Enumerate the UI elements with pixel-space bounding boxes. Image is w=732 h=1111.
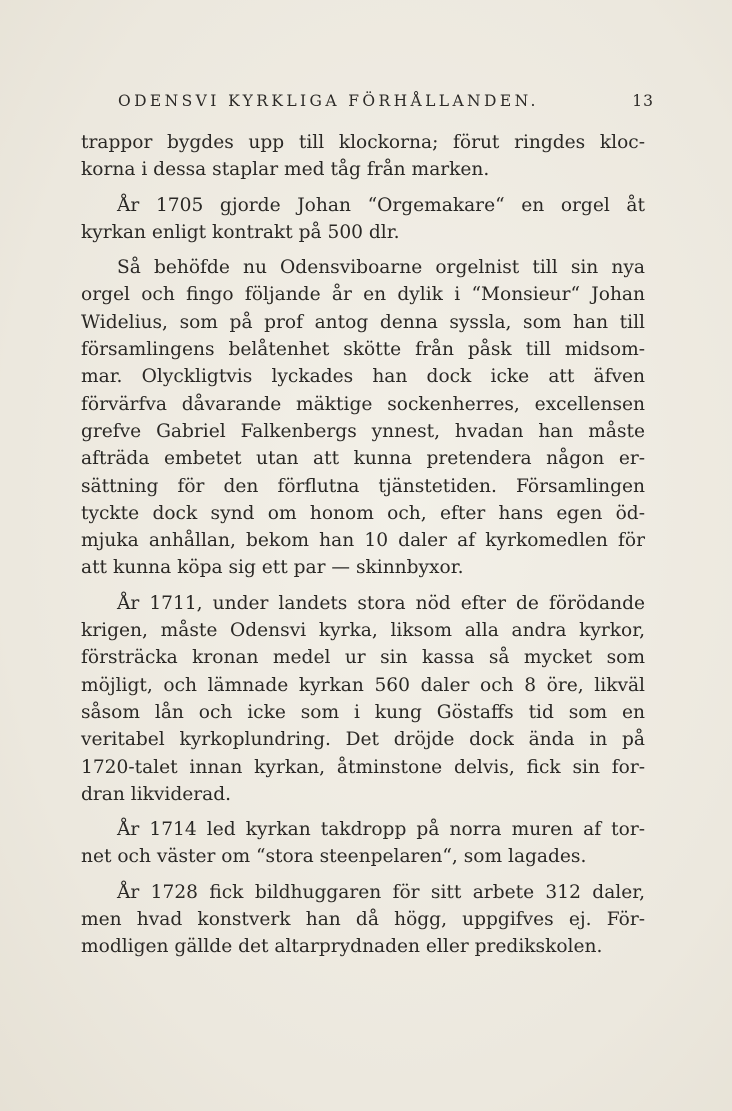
body-text [81,129,645,961]
text-line: dran likviderad. [81,783,232,805]
text-line: mjuka anhållan, bekom han 10 daler af kyrkomedlen för [81,530,645,552]
text-line: 1720-talet innan kyrkan, åtminstone delvis, fick sin for- [81,756,645,778]
running-header [118,92,658,110]
paragraph [81,192,645,247]
text-line: År 1714 led kyrkan takdropp på norra muren af tor- [117,819,645,841]
text-line: såsom lån och icke som i kung Göstaffs tid som en [81,701,645,723]
text-line: orgel och fingo följande år en dylik i “Monsieur“ Johan [81,284,645,306]
text-line: försträcka kronan medel ur sin kassa så mycket som [81,647,645,669]
text-line: År 1705 gjorde Johan “Orgemakare“ en orgel åt [117,194,645,216]
text-line: Widelius, som på prof antog denna syssla, som han till [81,311,645,333]
text-line: net och väster om “stora steenpelaren“, som lagades. [81,846,587,868]
text-line: Så behöfde nu Odensviboarne orgelnist till sin nya [117,257,645,279]
text-line: att kunna köpa sig ett par — skinnbyxor. [81,557,464,579]
page-number: 13 [632,92,654,110]
text-line: trappor bygdes upp till klockorna; förut ringdes kloc- [81,132,645,153]
text-line: men hvad konstverk han då högg, uppgifves ej. För- [81,909,645,931]
text-line: År 1728 fick bildhuggaren för sitt arbete 312 daler, [117,881,645,903]
paragraph-gap [81,246,645,254]
paragraph-gap [81,582,645,590]
text-line: krigen, måste Odensvi kyrka, liksom alla andra kyrkor, [81,620,645,642]
text-line: mar. Olyckligtvis lyckades han dock icke att äfven [81,366,645,388]
running-title: ODENSVI KYRKLIGA FÖRHÅLLANDEN. [118,92,539,110]
text-line: veritabel kyrkoplundring. Det dröjde dock ända in på [81,729,645,751]
paragraph [81,816,645,871]
text-line: tyckte dock synd om honom och, efter hans egen öd- [81,502,645,524]
text-line: möjligt, och lämnade kyrkan 560 daler och 8 öre, likväl [81,674,645,696]
paragraph [81,129,645,184]
paragraph-gap [81,871,645,879]
text-line: korna i dessa staplar med tåg från marken. [81,159,490,181]
paragraph-gap [81,808,645,816]
text-line: sättning för den förflutna tjänstetiden. Församlingen [81,475,645,497]
text-line: grefve Gabriel Falkenbergs ynnest, hvadan han måste [81,420,645,442]
text-line: förvärfva dåvarande mäktige sockenherres, excellensen [81,393,645,415]
paragraph [81,590,645,808]
text-line: afträda embetet utan att kunna pretendera någon er- [81,448,645,470]
text-line: modligen gällde det altarprydnaden eller predikskolen. [81,936,603,958]
text-line: År 1711, under landets stora nöd efter de förödande [117,592,645,614]
paragraph [81,879,645,961]
paragraph [81,254,645,582]
text-line: församlingens belåtenhet skötte från påsk till midsom- [81,339,645,361]
text-line: kyrkan enligt kontrakt på 500 dlr. [81,221,400,243]
paragraph-gap [81,184,645,192]
